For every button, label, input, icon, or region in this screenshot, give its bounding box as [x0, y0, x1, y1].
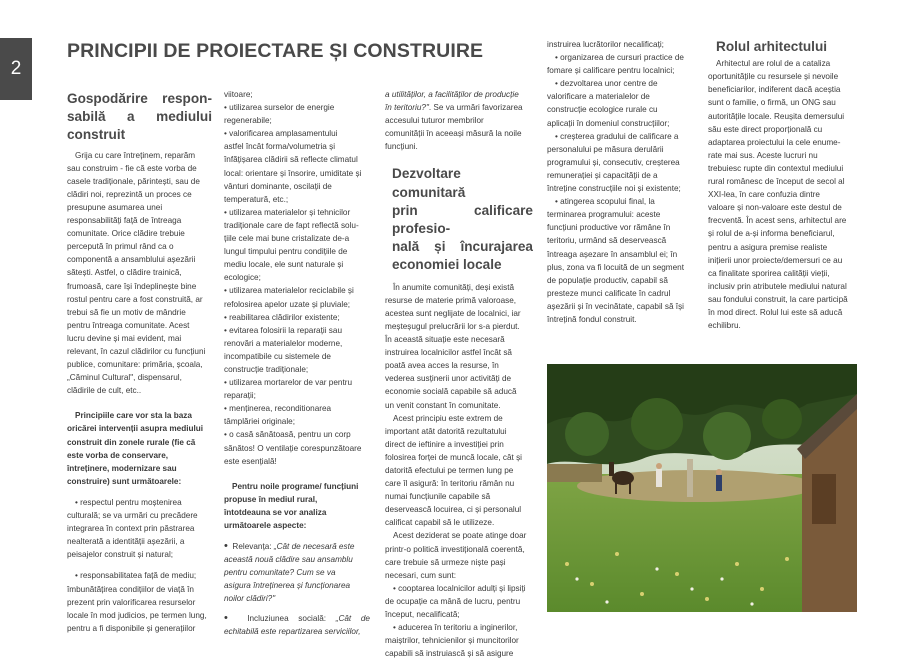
text-line: următoarele aspecte: — [224, 521, 307, 530]
text-line: pentru a asigura premise realiste — [708, 242, 828, 252]
text-line: presteze munci calificate în cadrul — [547, 288, 671, 298]
text-line: direct de ieftinire a investiției prin — [385, 439, 504, 449]
text-line: beneficiarilor, indiferent dacă aceștia — [708, 85, 841, 95]
text-line: sănătos! O ventilație corespunzătoare — [224, 443, 362, 453]
text-line: relevant, în cazul clădirilor cu funcțiuni — [67, 347, 206, 357]
text-line: înfățișarea clădirii să reflecte climatul — [224, 155, 358, 165]
inclusion-question: „Cât de — [335, 613, 370, 623]
section-heading-dezvoltare — [392, 165, 533, 274]
column-2 — [224, 88, 370, 638]
text-line: întreținere, modernizare sau — [67, 463, 177, 473]
text-line: • responsabilitatea față de mediu; — [75, 571, 197, 581]
relevance-label: Relevanța: — [232, 542, 274, 552]
text-line: În anumite comunități, deși există — [393, 282, 515, 292]
worker — [656, 463, 662, 487]
text-line: echitabilă este repartizarea serviciilor, — [224, 626, 361, 636]
text-line: asigura întreținerea și funcționarea — [224, 581, 351, 591]
text-line: rate mai sus. Aceste lucruri nu — [708, 150, 818, 160]
text-line: • valorificarea amplasamentului — [224, 129, 338, 139]
text-line: • creșterea gradului de calificare a — [555, 131, 679, 141]
inclusion-continued — [385, 88, 533, 153]
text-line: vederea susținerii unor activități de — [385, 374, 512, 384]
column-4 — [547, 38, 696, 326]
page-number: 2 — [10, 58, 22, 79]
text-line: capabili să instruiască și să asigure — [385, 649, 514, 659]
text-line: construire) sunt următoarele: — [67, 476, 182, 486]
text-line: început, necalificată; — [385, 610, 460, 620]
post — [687, 459, 693, 497]
principles-paragraph — [67, 409, 212, 488]
heading-line: economiei locale — [392, 257, 502, 273]
text-line: oportunitățile cu resursele și nevoile — [708, 72, 839, 82]
text-line: responsabilități față de întreaga — [67, 216, 182, 226]
text-line: necesari, cum sunt: — [385, 570, 456, 580]
text-line: peisajelor construit și natural; — [67, 550, 174, 560]
inclusion-label: Incluziunea socială: — [247, 613, 336, 623]
text-line: mediu locale, ele sunt naturale și — [224, 260, 344, 270]
barn-door — [812, 474, 836, 524]
text-line: programului și, consecutiv, creșterea — [547, 157, 680, 167]
text-line: îmbunătățirea condițiilor de viață în — [67, 584, 194, 594]
text-line: funcțiuni. — [385, 142, 418, 152]
tree — [631, 398, 683, 450]
text-line: pentru comunitate? Cum se va — [224, 568, 336, 578]
text-line: poată avea acces la resurse, în — [385, 361, 499, 371]
text-line: această nouă clădire sau ansamblu — [224, 555, 353, 565]
dezvoltare-body — [385, 281, 533, 660]
text-line — [224, 540, 370, 553]
text-line: economie socială capabile să aducă — [385, 387, 517, 397]
text-line: aplicații în domeniul construcțiilor; — [547, 118, 670, 128]
text-line: tâmplăriei originale; — [224, 417, 295, 427]
column-1 — [67, 90, 212, 635]
italic-fragment: în teritoriu?" — [385, 103, 429, 113]
text-line: • utilizarea materialelor și tehnicilor — [224, 207, 351, 217]
text-line: a utilităților, a facilităților de producție — [385, 90, 519, 99]
text-line: • o casă sănătoasă, pentru un corp — [224, 430, 351, 440]
text-line: „Căminul Cultural", dispensarul, — [67, 373, 182, 383]
text-line: acestea sunt neglijate de localnici, iar — [385, 308, 521, 318]
text-line: folosirea forței de muncă locale, cât și — [385, 452, 522, 462]
text-line: componentă a ansamblului așezării — [67, 255, 196, 265]
text-line: casele tradiționale, părintești, sau de — [67, 176, 200, 186]
text-line: pentru a fi disponibile și generațiilor — [67, 623, 196, 633]
text-line: maiștrilor, tehnicienilor și muncitorilor — [385, 636, 519, 646]
heading-line: Dezvoltare comunitară — [392, 166, 466, 200]
text-line: comunitate. Orice clădire trebuie — [67, 229, 185, 239]
page-title: PRINCIPII DE PROIECTARE ȘI CONSTRUIRE — [67, 40, 484, 62]
text-line: prezent prin valorificarea resurselor — [67, 597, 196, 607]
text-line: teritoriu, urmând să deservească — [547, 236, 667, 246]
section-heading-gospodarire — [67, 90, 212, 145]
text-line: sau construim - fie că este vorba de — [67, 163, 197, 173]
text-line: clădiri noi, reprezintă un proces ce — [67, 189, 192, 199]
text-line — [385, 101, 533, 114]
text-line: comunității în aceeași măsură la noile — [385, 129, 522, 139]
text-line: nealterată a identității așezării, a — [67, 537, 185, 547]
text-line: ecologice; — [224, 273, 261, 283]
heading-line: prin calificare profesio- — [392, 202, 533, 237]
relevance-question: „Cât de necesară este — [273, 542, 355, 552]
text-line: întreaga așezare în ansamblul ei; în — [547, 249, 678, 259]
text-line: funcțiuni productive vor rămâne în — [547, 223, 671, 233]
text-line: frecventă. În acest sens, arhitectul are — [708, 216, 847, 226]
text-line: În această situație este necesară — [385, 335, 505, 345]
text-line: • atingerea scopului final, la — [555, 197, 655, 207]
heading-line: sabilă a mediului — [67, 109, 212, 125]
text-line — [224, 612, 370, 625]
text-line: țiile cele mai bune cristalizate de-a — [224, 234, 350, 244]
text-line: trebuiesc rupte din contextul mediului — [708, 163, 844, 173]
text-line: și rolul de a-și informa beneficiarul, — [708, 229, 835, 239]
text-line: Grija cu care întreținem, reparăm — [75, 150, 196, 160]
text-line: plus, zona va fi locuită de un segment — [547, 262, 684, 272]
inclusion-item — [224, 612, 370, 638]
text-line: numai funcțiunile capabile să — [385, 492, 491, 502]
rural-scene-photo — [547, 364, 857, 612]
bullet-environment — [67, 569, 212, 634]
text-line: lungul timpului pentru condițiile de — [224, 247, 348, 257]
text-line: • dezvoltarea unor centre de — [555, 79, 658, 89]
text-line: trebui să fie un motiv de mândrie — [67, 307, 186, 317]
text-line: de populație productiv, capabil să — [547, 275, 668, 285]
text-line: autoritățile locale. Reușita demersului — [708, 111, 845, 121]
column-5 — [708, 38, 858, 332]
text-line: meșteșugul prelucrării lor s-a pierdut. — [385, 321, 520, 331]
heading-line: nală și încurajarea — [392, 239, 533, 255]
text-line: refolosirea apelor uzate și pluviale; — [224, 299, 351, 309]
text-line: rostul pentru care a fost construită, ar — [67, 294, 203, 304]
section-heading-rolul: Rolul arhitectului — [716, 39, 828, 54]
text-line: datorită efectului pe termen lung pe — [385, 466, 514, 475]
text-line: tradiționale care de fapt reflectă solu- — [224, 220, 359, 230]
text-line: oricărei intervenții asupra mediului — [67, 424, 204, 434]
text-line: • utilizarea surselor de energie — [224, 103, 335, 113]
text-line: presupune asumarea unei — [67, 202, 163, 212]
text-line: culturală; se va urmări cu precădere — [67, 511, 198, 521]
text-line: astfel încât forma/volumetria și — [224, 142, 336, 152]
text-line: este vorba de conservare, — [67, 450, 169, 460]
text-line: • organizarea de cursuri practice de — [555, 53, 684, 63]
text-line: sunt o familie, o firmă, un ONG sau — [708, 98, 836, 108]
text-line: ca finalitate sporirea calității vieții, — [708, 268, 830, 278]
text-line: întotdeauna se vor analiza — [224, 507, 327, 517]
page-number-tab — [0, 38, 32, 100]
text-line: clădirile de cult, etc.. — [67, 386, 142, 396]
text-line: construit din zonele rurale (fie că — [67, 437, 196, 447]
text-line: integrarea în context prin păstrarea — [67, 524, 195, 534]
text-line: construcție ecologice rurale cu — [547, 105, 658, 115]
text-line: locale în mod judicios, pe termen lung, — [67, 610, 207, 620]
text-line: sătești. Astfel, o clădire trainică, — [67, 268, 182, 278]
text-line: local: orientare și însorire, umiditate și — [224, 168, 362, 178]
column-3 — [385, 88, 533, 660]
text-line: viitoare; — [224, 90, 253, 99]
text-line: percepută în primul rând ca o — [67, 242, 174, 252]
text-line: • cooptarea localnicilor adulți și lipsiți — [393, 583, 526, 593]
text-line: • aducerea în teritoriu a inginerilor, — [393, 623, 518, 633]
bullet-icon: • — [224, 540, 228, 553]
text-line: noilor clădiri?" — [224, 594, 276, 604]
text-line: Acest deziderat se poate atinge doar — [393, 531, 527, 541]
text-line: vânturi dominante, oscilații de — [224, 181, 332, 191]
text-line: instruirea lucrătorilor necalificați; — [547, 40, 664, 49]
text-line: rural românesc de început de secol al — [708, 177, 845, 187]
text-line: sau fondului construit, la care participă — [708, 294, 848, 304]
text-line: • menținerea, reconditionarea — [224, 404, 332, 414]
text-line: de ocupație ca mână de lucru, pentru — [385, 596, 521, 606]
text-line: valoare și non-valoare este destul de — [708, 203, 842, 213]
heading-line: construit — [67, 127, 126, 143]
photo-drawing — [547, 364, 857, 612]
text-line: Pentru noile programe/ funcțiuni — [232, 481, 359, 491]
text-line: echilibru. — [708, 321, 741, 331]
text-line: instruirea localnicilor astfel încât să — [385, 348, 512, 358]
text-line: său este direct proporțională cu — [708, 124, 823, 134]
bullet-list-continued — [224, 88, 370, 468]
text-line: Arhitectul are rolul de a cataliza — [716, 59, 831, 69]
bullet-icon: • — [224, 611, 228, 624]
text-line: • utilizarea materialelor reciclabile și — [224, 286, 354, 296]
text-line: renovări a materialelor moderne, — [224, 338, 343, 348]
text-line: terminarea programului: aceste — [547, 210, 661, 220]
text-line: fomare și calificare pentru localnici; — [547, 66, 675, 76]
clay-pile — [547, 464, 602, 482]
text-line: regenerabile; — [224, 116, 272, 126]
text-line: pentru întreaga comunitate. Acest — [67, 320, 190, 330]
text-line: adaptarea proiectului la cele enume- — [708, 137, 841, 147]
relevance-item — [224, 540, 370, 605]
text-line: în mod direct. Rolul lui este să aducă — [708, 307, 843, 317]
worker — [716, 469, 722, 491]
text-line: publice, comunitare: primăria, școala, — [67, 360, 203, 370]
text-line: remunerației și capacității de a — [547, 170, 658, 180]
text-line: un venit constant în comunitate. — [385, 400, 501, 410]
text-line: lucru devine și mai evident, mai — [67, 333, 182, 343]
text-line: întreține construcțiile noi și existente; — [547, 184, 681, 194]
tree — [703, 412, 751, 460]
text-line: • evitarea folosirii la reparații sau — [224, 325, 342, 335]
text-line: • respectul pentru moștenirea — [75, 497, 182, 507]
text-line: inițierii unor proiecte/demersuri ce au — [708, 255, 843, 265]
text-line: Acest principiu este extrem de — [393, 413, 503, 423]
text-line: calificat capabil să le utilizeze. — [385, 518, 495, 528]
text-line: • reabilitarea clădirilor existente; — [224, 312, 340, 322]
text-line: este esențială! — [224, 456, 277, 466]
text-fragment: . Se va urmări favorizarea — [428, 103, 523, 113]
text-line: accesului tuturor membrilor — [385, 116, 484, 126]
bullet-cultural-heritage — [67, 496, 212, 561]
heading-line: Gospodărire respon- — [67, 91, 212, 106]
text-line: construcție tradiționale; — [224, 364, 309, 374]
text-line: important atât datorită rezultatului — [385, 426, 507, 436]
text-line: resurse de materie primă valoroase, — [385, 295, 517, 305]
text-line: propuse în mediul rural, — [224, 494, 318, 504]
text-line: care îl asigură: în teritoriu rămân nu — [385, 479, 515, 489]
text-line: inclusiv prin atributele mediului natural — [708, 281, 847, 291]
text-line: deservească locuirea, ci și personalul — [385, 505, 522, 515]
text-line: personalului pe măsura derulării — [547, 144, 664, 154]
programs-paragraph — [224, 480, 370, 532]
text-line: așezării și în vecinătate, capabil să își — [547, 301, 684, 311]
text-line: Principiile care vor sta la baza — [75, 411, 192, 421]
text-line: reparații; — [224, 391, 256, 401]
text-line: valorificare a materialelor de — [547, 92, 650, 102]
text-line: incompatibile cu sistemele de — [224, 351, 331, 361]
text-line: întrețină fondul construit. — [547, 314, 637, 324]
tree — [762, 399, 802, 439]
text-line: XXI-lea, în care confuzia dintre — [708, 190, 820, 200]
text-line: care trebuie să urmeze niște pași — [385, 557, 506, 567]
intro-paragraph — [67, 149, 212, 398]
text-line: frumoasă, care își îndeplinește bine — [67, 281, 197, 291]
text-line: • utilizarea mortarelor de var pentru — [224, 378, 353, 388]
tree — [565, 412, 609, 456]
text-line: printr-o politică investițională coerentă, — [385, 544, 525, 554]
text-line: temperatură, etc.; — [224, 194, 289, 204]
